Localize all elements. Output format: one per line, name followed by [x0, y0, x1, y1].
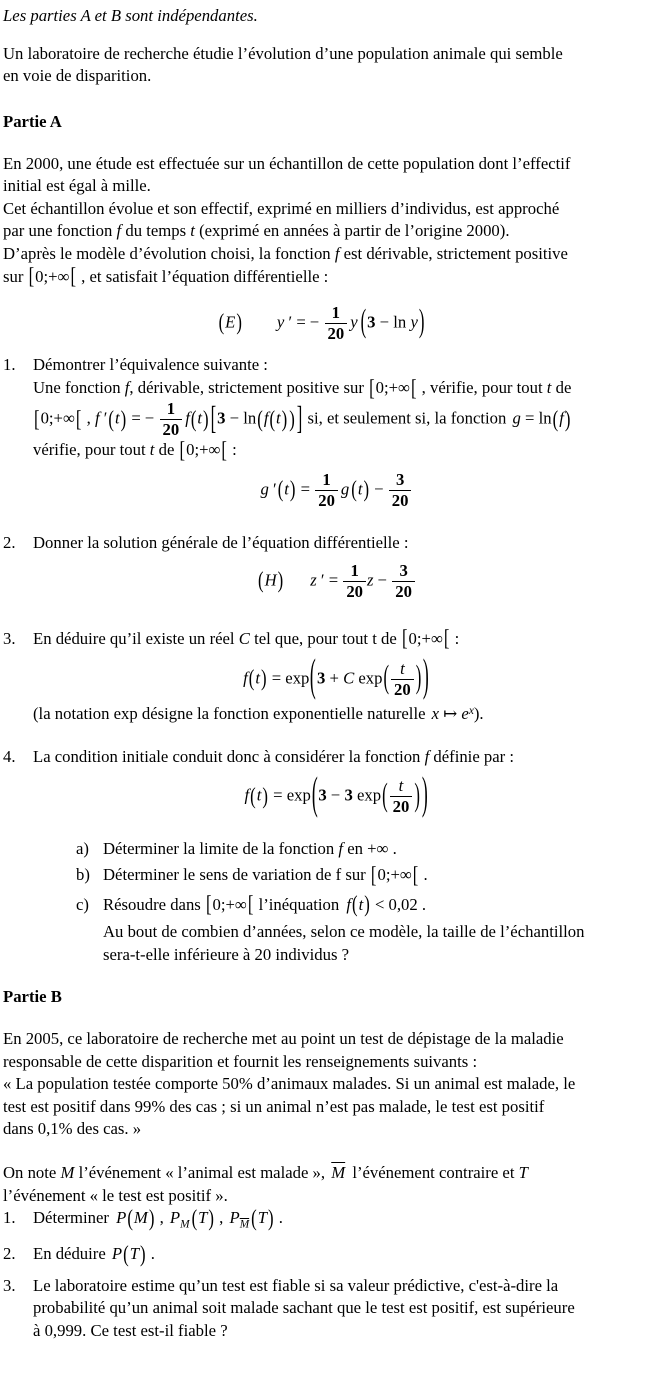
sub-item-c-continuation: Au bout de combien d’années, selon ce modèle, la taille de l’échantillon sera-t-elle inférieure à 20 individus ? — [103, 922, 585, 964]
sub-item-c — [76, 891, 640, 967]
part-b-heading: Partie B — [3, 987, 62, 1007]
equation-f-particular: f(t) = exp(3 − 3 exp( $\frac{t}{20}$ ) ) — [244, 766, 428, 819]
sub-item-c-body — [103, 891, 640, 967]
sub-item-b — [76, 861, 640, 888]
item-number: 4. — [3, 746, 16, 766]
events-definition-note: On note M l’événement « l’animal est malade », $\overline{M}$ l’événement contraire et T l’événement « le test est positif ». — [3, 1163, 528, 1205]
item-body — [33, 532, 640, 608]
item-1-statement: Une fonction f, dérivable, strictement positive sur [0;+∞[ , vérifie, pour tout t de [0;+∞[ , f ′(t) = − $\frac{1}{20}$ f(t) [3 − ln(f(t) ) ] si, et seulement si, la fonction g = ln(f) vérifie, pour tout t de [0;+∞[ : — [33, 374, 572, 464]
part-a-item-4 — [3, 746, 640, 967]
item-number: 2. — [3, 532, 16, 552]
sub-item-a — [76, 838, 640, 861]
item-body — [33, 354, 640, 514]
exp-notation-note: (la notation exp désigne la fonction exponentielle naturelle x ↦ $e^x$). — [33, 704, 484, 724]
item-number: 3. — [3, 1275, 16, 1295]
sub-item-label: b) — [76, 865, 90, 885]
item-2-intro: Donner la solution générale de l’équation différentielle : — [33, 532, 409, 552]
sub-item-b-text: Déterminer le sens de variation de f sur [0;+∞[ . — [103, 861, 428, 888]
part-a-heading: Partie A — [3, 111, 62, 131]
item-number: 3. — [3, 628, 16, 648]
preamble-note: Les parties A et B sont indépendantes. — [3, 6, 258, 25]
sub-item-a-text: Déterminer la limite de la fonction f en +∞ . — [103, 839, 397, 859]
part-b-item-1-text: Déterminer P(M) , $P_M$ (T) , $P_{\overline{M}}$ (T) . — [33, 1204, 283, 1232]
item-4-sublist — [76, 838, 640, 966]
part-b-item-2 — [3, 1240, 640, 1268]
part-b-item-3-text: Le laboratoire estime qu’un test est fiable si sa valeur prédictive, c'est-à-dire la probabilité qu’un animal soit malade sachant que le test est positif, est supérieure à 0,999. Ce test est-il fiable ? — [33, 1275, 575, 1341]
part-b-item-3 — [3, 1275, 640, 1343]
equation-g: g ′(t) = $\frac{1}{20}$ g (t) − $\frac{3}{20}$ — [33, 471, 640, 510]
item-3-intro: En déduire qu’il existe un réel C tel que, pour tout t de [0;+∞[ : — [33, 625, 460, 652]
item-1-intro: Démontrer l’équivalence suivante : — [33, 355, 268, 375]
equation-H: (H) z ′ = $\frac{1}{20}$ z − $\frac{3}{20}$ — [33, 562, 640, 601]
part-a-intro-paragraph: En 2000, une étude est effectuée sur un échantillon de cette population dont l’effectif initial est égal à mille. Cet échantillon évolue et son effectif, exprimé en milliers d’individus, est approché par une fonction f du temps t (exprimé en années à partir de l’origine 2000). D’après le modèle d’évolution choisi, la fonction f est dérivable, strictement positive sur [0;+∞[ , et satisfait l’équation différentielle : — [3, 153, 571, 290]
intro-paragraph: Un laboratoire de recherche étudie l’évolution d’une population animale qui semble en voie de disparition. — [3, 43, 563, 86]
part-b-intro-paragraph: En 2005, ce laboratoire de recherche met au point un test de dépistage de la maladie responsable de cette disparition et fournit les renseignements suivants : « La population testée comporte 50% d’animaux malades. Si un animal est malade, le test est positif dans 99% des cas ; si un animal n’est pas malade, le test est positif dans 0,1% des cas. » — [3, 1028, 576, 1139]
sub-item-c-text: Résoudre dans [0;+∞[ l’inéquation f(t) < 0,02 . — [103, 891, 427, 918]
item-body — [33, 746, 640, 967]
sub-item-label: c) — [76, 894, 89, 914]
part-a-item-1 — [3, 354, 640, 514]
item-body — [33, 625, 640, 726]
equation-f-general: f(t) = exp(3 + C exp( $\frac{t}{20}$ ) ) — [243, 649, 430, 702]
part-b-item-2-text: En déduire P(T) . — [33, 1240, 155, 1268]
part-b-item-1 — [3, 1204, 640, 1233]
equation-E: (E) y ′ = − $\frac{1}{20}$ y (3 − ln y) — [218, 302, 425, 344]
item-number: 1. — [3, 1208, 16, 1228]
part-a-item-2 — [3, 532, 640, 608]
item-number: 2. — [3, 1244, 16, 1264]
item-4-intro: La condition initiale conduit donc à considérer la fonction f définie par : — [33, 746, 515, 766]
part-a-item-3 — [3, 625, 640, 726]
item-number: 1. — [3, 355, 16, 375]
sub-item-label: a) — [76, 839, 89, 859]
